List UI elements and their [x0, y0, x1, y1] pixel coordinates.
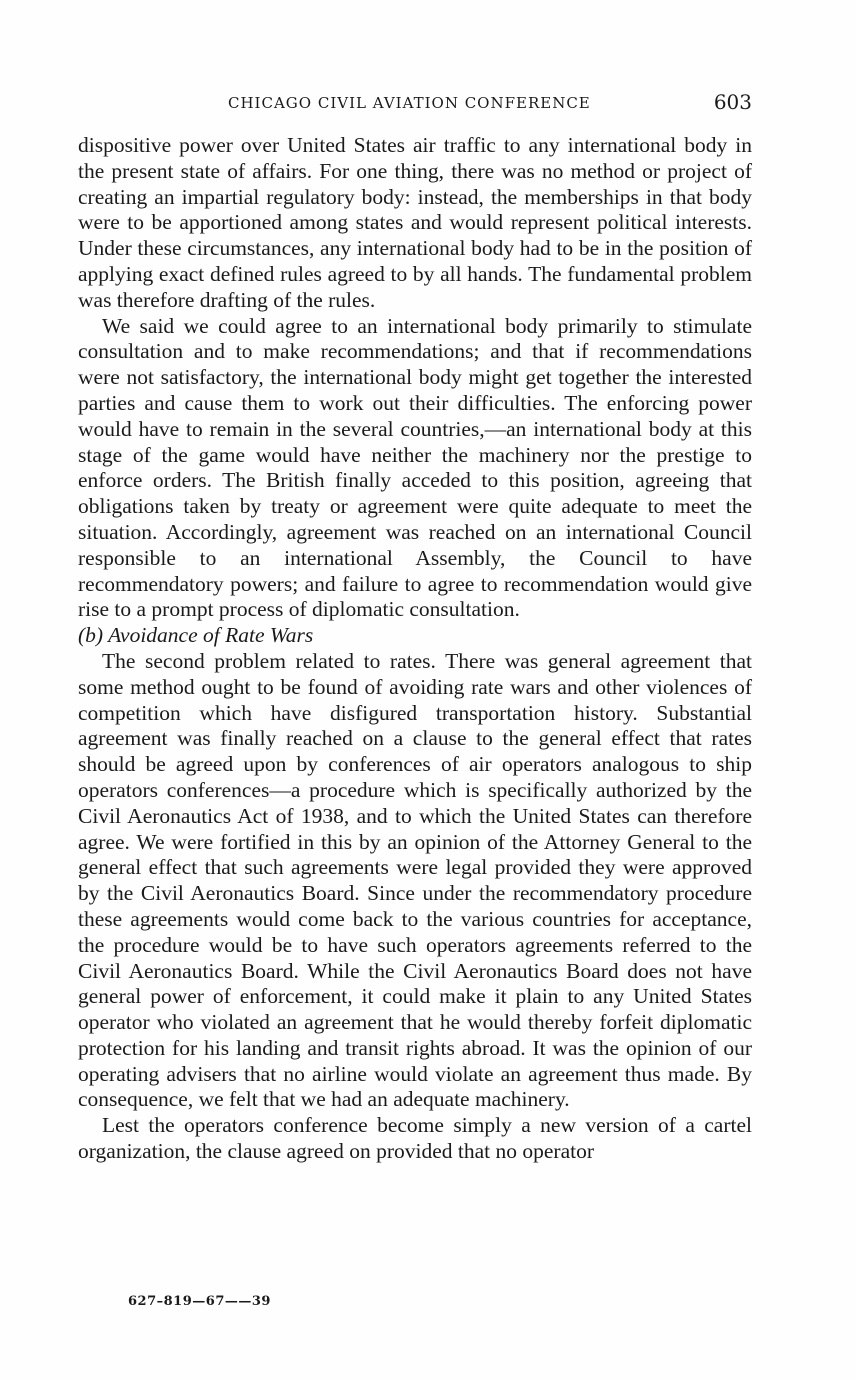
paragraph-2: We said we could agree to an international body primarily to stimulate consultation and to make recommendations; and that if recommendations were not satisfactory, the international body might get together the interested parties and cause them to work out their difficulties. The enforcing power would have to remain in the several countries,—an international body at this stage of the game would have neither the machinery nor the prestige to enforce orders. The British finally acceded to this position, agreeing that obligations taken by treaty or agreement were quite adequate to meet the situation. Accordingly, agreement was reached on an international Council responsible to an international Assembly, the Council to have recommendatory powers; and failure to agree to recommendation would give rise to a prompt process of diplomatic consultation. — [78, 313, 752, 622]
paragraph-4: Lest the operators conference become simply a new version of a cartel organization, the clause agreed on provided that no operator — [78, 1113, 752, 1164]
print-code: 627–819—67——39 — [128, 1294, 271, 1309]
running-head — [78, 90, 752, 120]
running-title: CHICAGO CIVIL AVIATION CONFERENCE — [228, 94, 591, 112]
paragraph-1: dispositive power over United States air traffic to any international body in the present state of affairs. For one thing, there was no method or project of creating an impartial regulatory body: instead, the memberships in that body were to be apportioned among states and would represent political interests. Under these circumstances, any international body had to be in the position of applying exact defined rules agreed to by all hands. The fundamental problem was therefore drafting of the rules. — [78, 133, 752, 312]
body-text — [78, 133, 752, 1165]
paragraph-3: The second problem related to rates. There was general agreement that some method ought to be found of avoiding rate wars and other violences of competition which have disfigured transportation history. Substantial agreement was finally reached on a clause to the general effect that rates should be agreed upon by conferences of air operators analogous to ship operators conferences—a procedure which is specifically authorized by the Civil Aeronautics Act of 1938, and to which the United States can therefore agree. We were fortified in this by an opinion of the Attorney General to the general effect that such agreements were legal provided they were approved by the Civil Aeronautics Board. Since under the recommendatory procedure these agreements would come back to the various countries for acceptance, the procedure would be to have such operators agreements referred to the Civil Aeronautics Board. While the Civil Aeronautics Board does not have general power of enforcement, it could make it plain to any United States operator who violated an agreement that he would thereby forfeit diplomatic protection for his landing and transit rights abroad. It was the opinion of our operating advisers that no airline would violate an agreement thus made. By consequence, we felt that we had an adequate machinery. — [78, 648, 752, 1112]
section-title: Avoidance of Rate Wars — [108, 623, 314, 648]
page-number: 603 — [713, 90, 752, 114]
section-label: (b) — [78, 623, 104, 648]
section-heading — [78, 623, 752, 649]
